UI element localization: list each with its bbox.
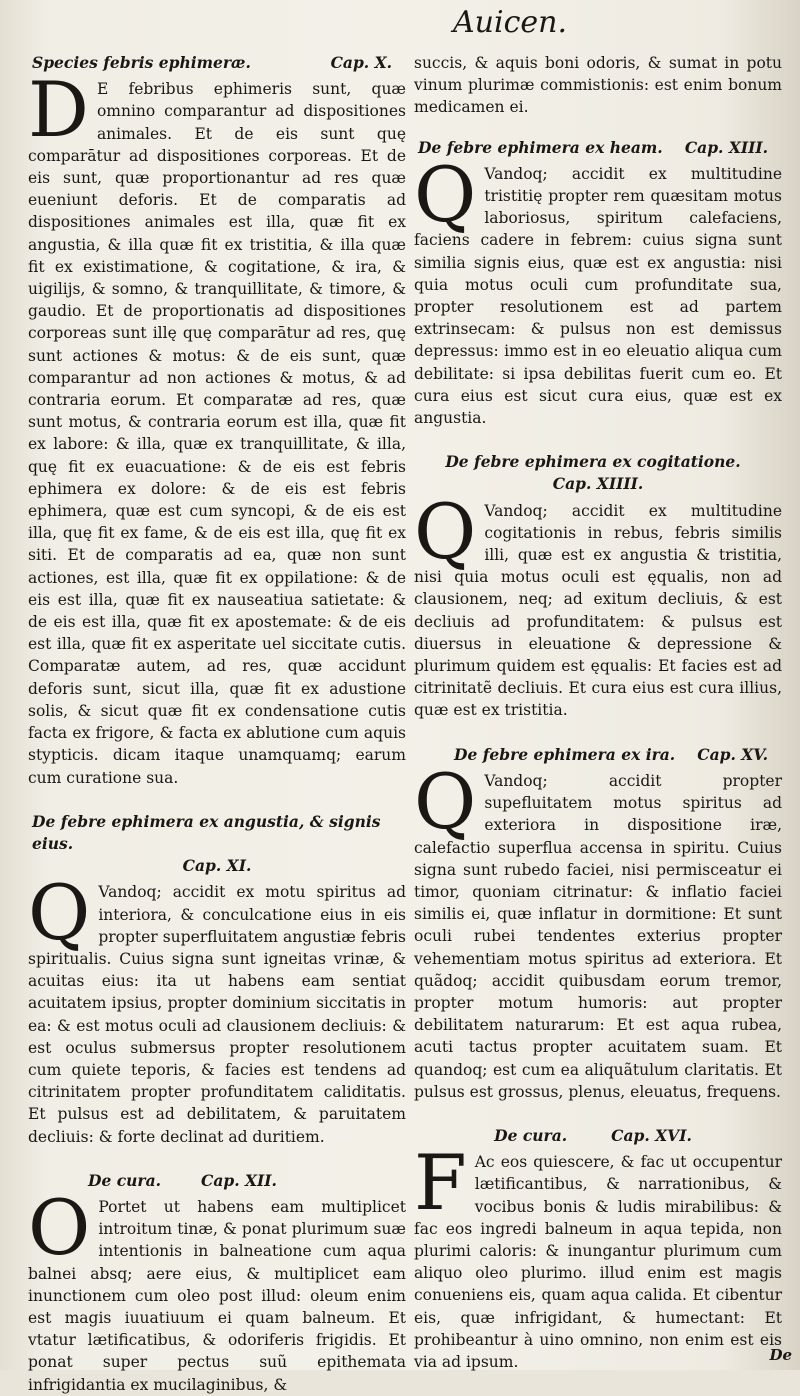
drop-initial: F [414,1138,467,1228]
chapter-body: Vandoq; accidit ex multitudine tristitię propter rem quæsitam motus laboriosus, spiritum calefaciens, faciens cadere in febrem: cuius signa sunt similia signis eius, quæ est ex angustia: nisi quia motus oculi cum profunditate sua, propter resolutionem est ad partem extrinsecam: & pulsus non est demissus depressus: immo est in eo eleuatio aliqua cum debilitate: si ipsa debilitas fuerit cum eo. Et cura eius est sicut cura eius, quæ est ex angustia. [414,164,782,428]
chapter-number: Cap. XIII. [684,137,768,157]
chapter-text [414,149,782,429]
left-column [28,52,406,1396]
drop-initial: D [28,65,89,155]
chapter-number: Cap. XIIII. [552,474,644,494]
drop-initial: Q [414,149,477,239]
chapter-body: Vandoq; accidit propter supefluitatem motus spiritus ad exteriora in dispositione iræ, calefactio superflua accensa in spiritu. Cuius signa sunt rubedo faciei, nisi permisceatur ei timor, quoniam citrinatur: & inflatio faciei similis ei, quæ inflatur in dormitione: Et sunt oculi rubei tendentes exterius propter vehementiam motus spiritus ad exteriora. Et quãdoq; accidit quibusdam eorum tremor, propter motum humoris: aut propter debilitatem naturarum: Et est aqua rubea, acuti tactus propter acuitatem suam. Et quandoq; est cum ea aliquãtulum claritatis. Et pulsus est grossus, plenus, eleuatus, frequens. [414,771,782,1101]
chapter-text [28,868,406,1147]
chapter-number: Cap. XII. [201,1170,277,1190]
chapter-title: De cura. [88,1170,162,1190]
chapter-body: E febribus ephimeris sunt, quæ omnino comparantur ad dispositiones animales. Et de eis sunt quę comparātur ad dispositiones corporeas. Et de eis sunt, quæ proportionantur ad res quæ eueniunt deforis. Et de comparatis ad dispositiones animales est illa, quæ fit ex angustia, & illa quæ fit ex tristitia, & illa quæ fit ex existimatione, & cogitatione, & ira, & uigilijs, & somno, & tranquillitate, & timore, & gaudio. Et de proportionatis ad dispositiones corporeas sunt illę quę comparātur ad res, quę sunt actiones & motus: & de eis sunt, quæ comparantur ad non actiones & motus, & ad contraria eorum. Et comparatæ ad res, quæ sunt motus, & contraria eorum est illa, quæ fit ex labore: & illa, quæ ex tranquillitate, & illa, quę fit ex euacuatione: & de eis est febris ephimera ex dolore: & de eis est febris ephimera, quæ est cum syncopi, & de eis est illa, quę fit ex fame, & de eis est illa, quę fit ex siti. Et de comparatis ad ea, quæ non sunt actiones, est illa, quæ fit ex oppilatione: & de eis est illa, quæ fit ex nauseatiua satietate: & de eis est illa, quæ fit ex apostemate: & de eis est illa, quæ fit ex asperitate uel siccitate cutis. Comparatæ autem, ad res, quæ accidunt deforis sunt, sicut illa, quæ fit ex adustione solis, & sicut quæ fit ex condensatione cutis facta ex frigore, & facta ex ablutione cum aquis stypticis. dicam itaque unamquamq; earum cum curatione sua. [28,80,406,787]
drop-initial: O [28,1182,91,1272]
chapter-heading [28,811,406,855]
chapter-heading [414,451,782,473]
chapter-body: Portet ut habens eam multiplicet introitum tinæ, & ponat plurimum suæ intentionis in balneatione cum aqua balnei absq; aere eius, & multiplicet eam inunctionem cum oleo post illud: oleum enim est magis iuuatiuum ei quam balneum. Et vtatur lætificatibus, & odoriferis frigidis. Et ponat super pectus suũ epithemata infrigidantia ex mucilaginibus, & [28,1197,406,1394]
chapter-number: Cap. XVI. [611,1125,692,1145]
chapter-title: De febre ephimera ex cogitatione. [445,452,741,472]
drop-initial: Q [414,486,477,576]
chapter-heading [414,137,782,159]
chapter-text [28,65,406,789]
chapter-heading [414,744,782,766]
chapter-title: De febre ephimera ex ira. [454,744,676,764]
chapter-body: Vandoq; accidit ex motu spiritus ad interiora, & conculcatione eius in eis propter superfluitatem angustiæ febris spiritualis. Cuius signa sunt igneitas vrinæ, & acuitas eius: ita ut habens eam sentiat acuitatem ipsius, propter dominium siccitatis in ea: & est motus oculi ad clausionem decliuis: & est oculus submersus propter resolutionem cum quiete teporis, & facies est tendens ad citrinitatem propter profunditatem caliditatis. Et pulsus est ad debilitatem, & paruitatem decliuis: & forte declinat ad duritiem. [28,883,406,1146]
chapter-text [414,1138,782,1373]
chapter-heading [414,1125,782,1147]
chapter-number: Cap. X. [330,53,392,72]
chapter-title: De cura. [494,1125,568,1145]
chapter-number: Cap. XI. [182,856,252,876]
continuation-text: succis, & aquis boni odoris, & sumat in potu vinum plurimæ commistionis: est enim bonum medicamen ei. [414,54,782,117]
catchword: De [769,1346,792,1364]
chapter-number: Cap. XV. [697,744,768,764]
running-head: Auicen. [453,5,567,40]
drop-initial: Q [28,868,91,958]
chapter-body: Vandoq; accidit ex multitudine cogitationis in rebus, febris similis illi, quæ est ex angustia & tristitia, nisi quia motus oculi est ęqualis, non ad clausionem, neq; ad exitum decliuis, & est decliuis ad profunditatem: & pulsus est diuersus in eleuatione & depressione & plurimum quidem est ęqualis: Et facies est ad citrinitatẽ decliuis. Et cura eius est cura illius, quæ est ex tristitia. [414,501,782,720]
chapter-text [414,756,782,1103]
chapter-title: De febre ephimera ex heam. [418,137,663,157]
chapter-title: Species febris ephimeræ. [32,53,251,72]
right-column [414,52,782,1373]
chapter-body: Ac eos quiescere, & fac ut occupentur lætificantibus, & narrationibus, & vocibus bonis & ludis mirabilibus: & fac eos ingredi balneum in aqua tepida, non plurimi caloris: & inungantur plurimum cum aliquo oleo plurimo. illud enim est magis conueniens eis, quam aqua calida. Et cibentur eis, quæ infrigidant, & humectant: Et prohibeantur à uino omnino, non enim est eis via ad ipsum. [414,1153,782,1371]
chapter-text [414,486,782,722]
chapter-title: De febre ephimera ex angustia, & signis eius. [32,811,381,853]
drop-initial: Q [414,756,477,846]
chapter-heading [28,52,406,74]
chapter-text [28,1182,406,1396]
